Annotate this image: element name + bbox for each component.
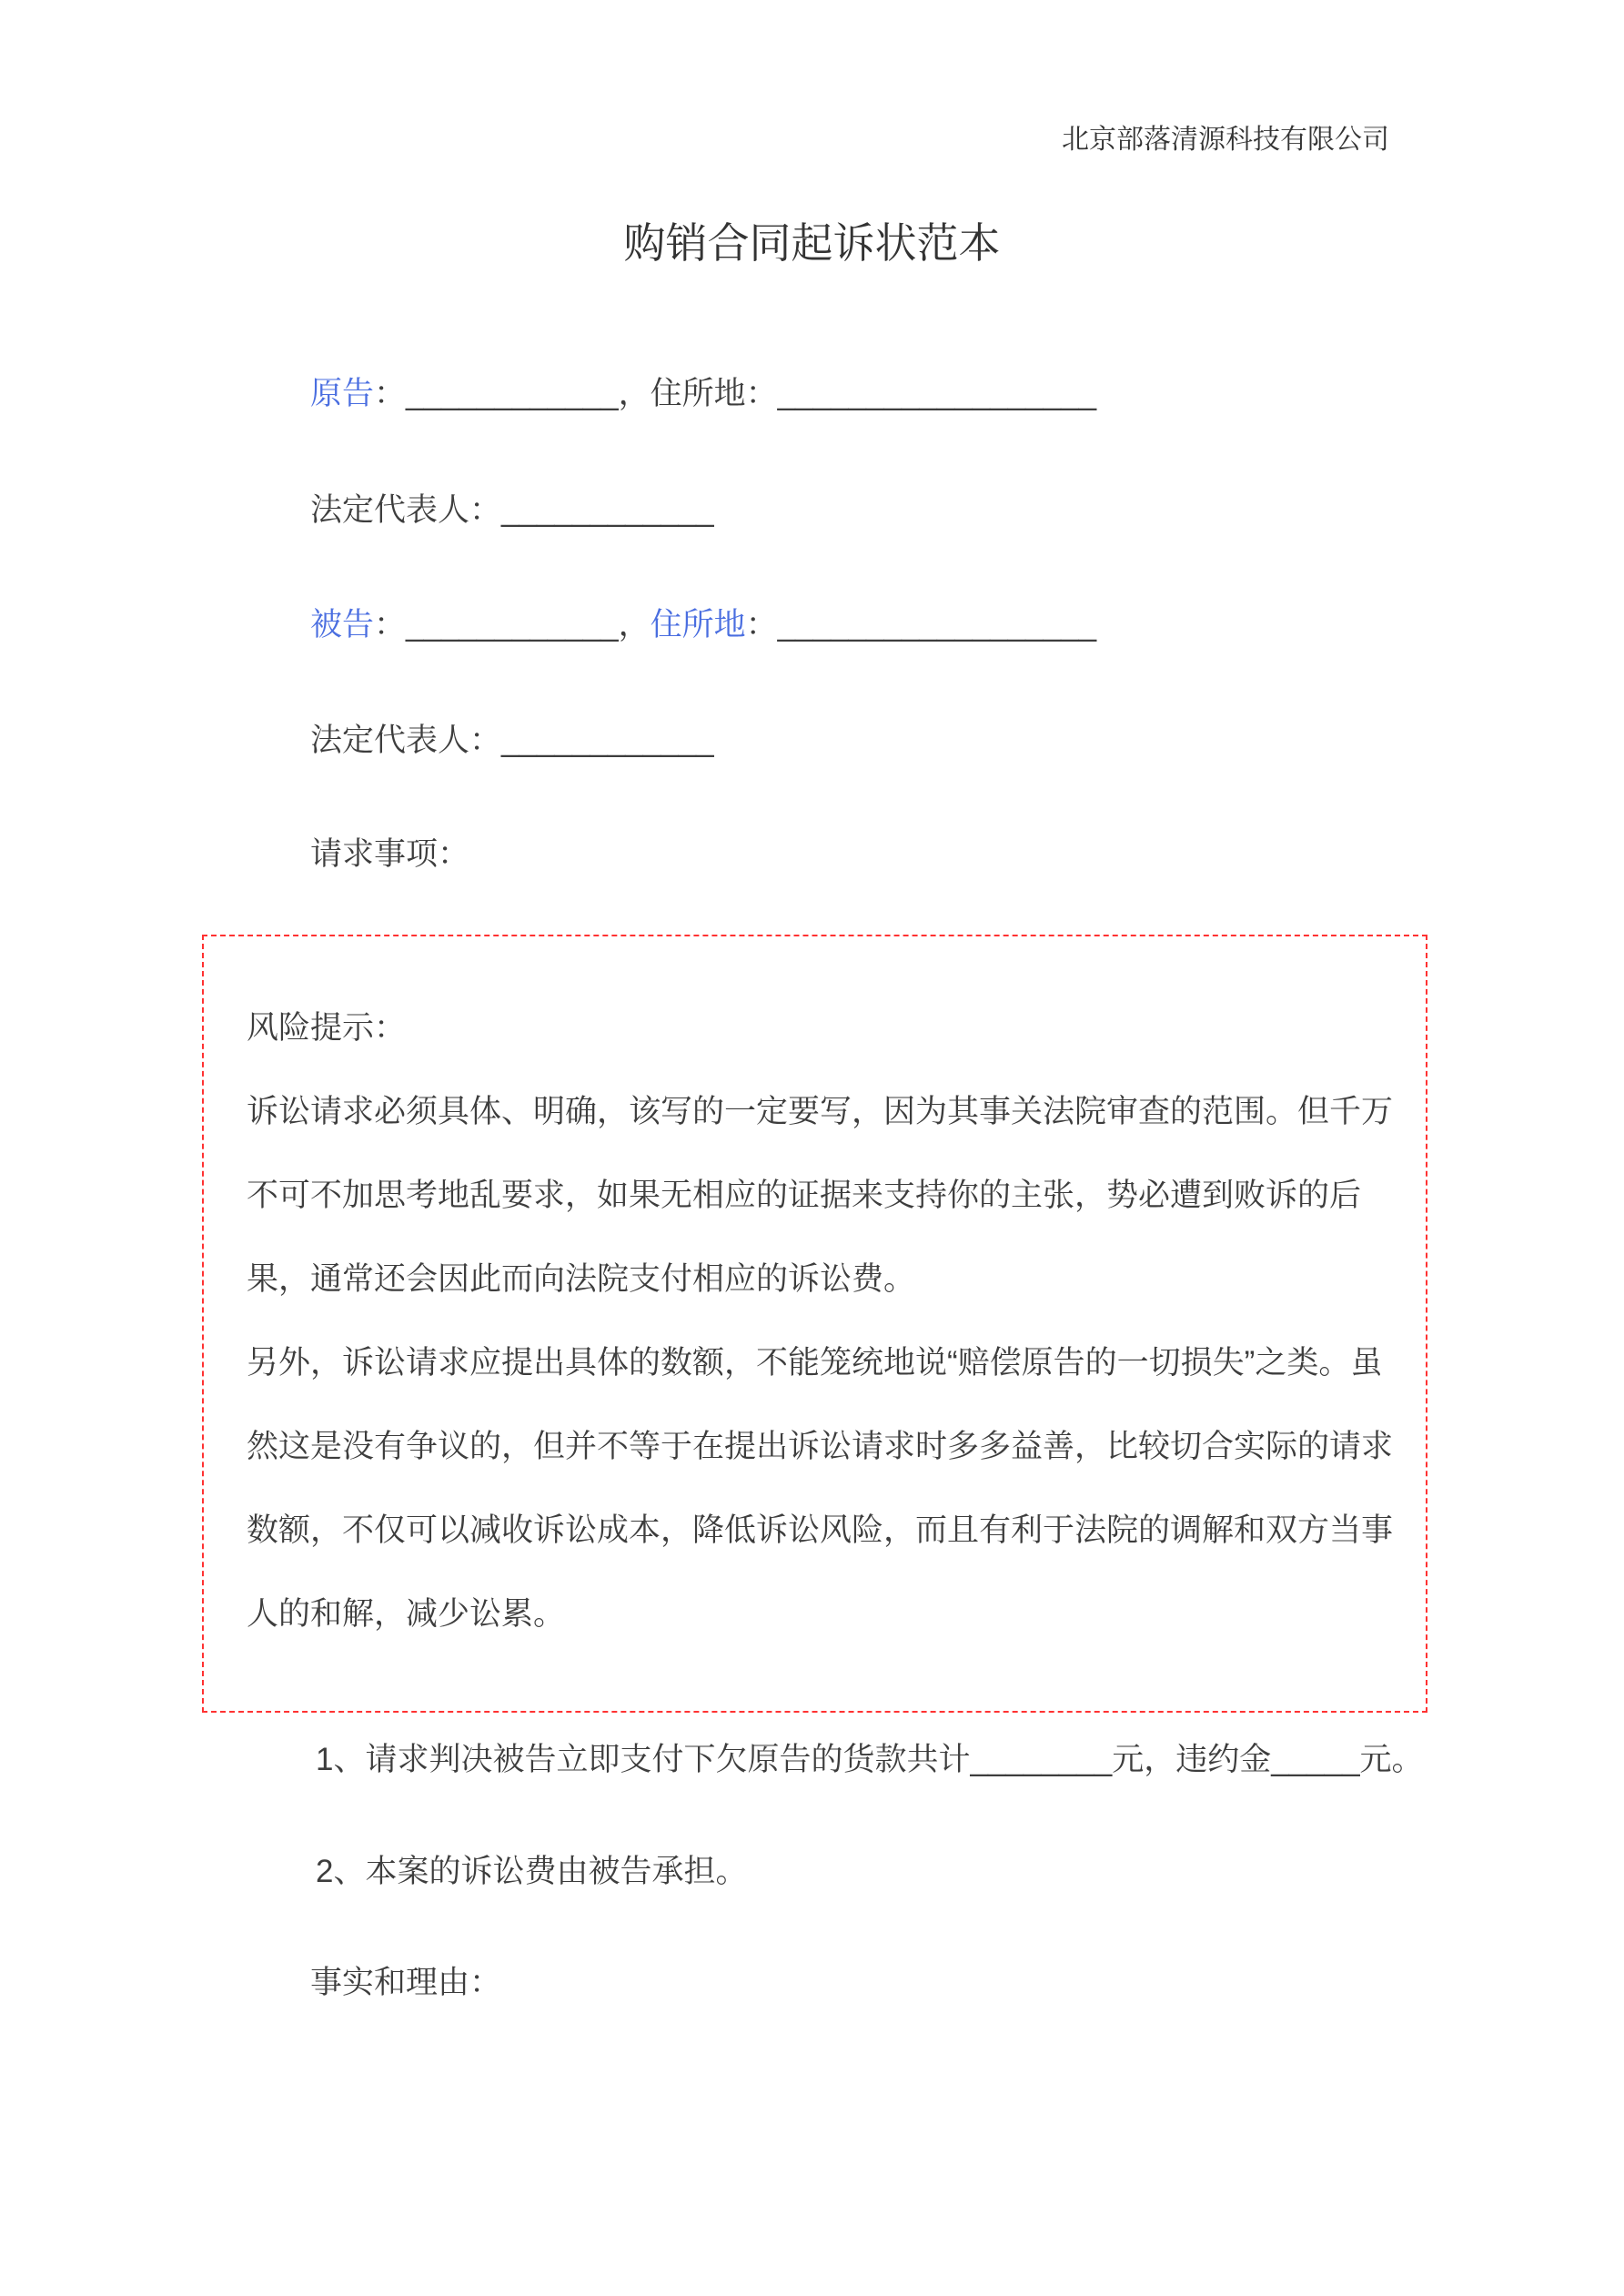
claim-item-2: 2、本案的诉讼费由被告承担。 [316, 1854, 748, 1889]
risk-notice-paragraph-2: 另外，诉讼请求应提出具体的数额，不能笼统地说“赔偿原告的一切损失”之类。虽然这是没有争议的，但并不等于在提出诉讼请求时多多益善，比较切合实际的请求数额，不仅可以减收诉讼成本，降低诉讼风险，而且有利于法院的调解和双方当事人的和解，减少讼累。 [247, 1345, 1394, 1632]
risk-notice-paragraph-1: 诉讼请求必须具体、明确，该写的一定要写，因为其事关法院审查的范围。但千万不可不加思考地乱要求，如果无相应的证据来支持你的主张，势必遭到败诉的后果，通常还会因此而向法院支付相应的诉讼费。 [247, 1094, 1394, 1297]
claim-amount-blank[interactable]: ________ [970, 1742, 1113, 1777]
plaintiff-address-blank[interactable]: __________________ [777, 376, 1097, 411]
plaintiff-representative-line [310, 488, 714, 532]
defendant-representative-blank[interactable]: ____________ [501, 723, 714, 758]
colon: ： [745, 376, 778, 411]
risk-notice-title: 风险提示： [247, 1010, 407, 1046]
colon: ： [374, 376, 407, 411]
defendant-name-blank[interactable]: ____________ [406, 607, 619, 642]
defendant-label: 被告 [310, 607, 375, 642]
claim-item-1-text: 1、请求判决被告立即支付下欠原告的货款共计 [316, 1742, 971, 1777]
document-title: 购销合同起诉状范本 [623, 219, 1001, 267]
claim-item-1 [316, 1737, 1424, 1782]
comma: ， [618, 607, 651, 642]
colon: ： [745, 607, 778, 642]
plaintiff-address-label: 住所地 [650, 376, 746, 411]
defendant-address-blank[interactable]: __________________ [777, 607, 1097, 642]
claims-heading: 请求事项： [310, 836, 470, 872]
defendant-representative-label: 法定代表人 [310, 723, 470, 758]
colon: ： [469, 723, 502, 758]
colon: ： [469, 492, 502, 528]
defendant-representative-line [310, 718, 714, 763]
plaintiff-label: 原告 [310, 376, 375, 411]
risk-notice-box [202, 935, 1427, 1713]
plaintiff-representative-label: 法定代表人 [310, 492, 470, 528]
plaintiff-name-blank[interactable]: ____________ [406, 376, 619, 411]
facts-heading: 事实和理由： [310, 1965, 502, 2000]
claim-penalty-blank[interactable]: _____ [1271, 1742, 1360, 1777]
plaintiff-line [310, 371, 1096, 416]
plaintiff-representative-blank[interactable]: ____________ [501, 492, 714, 528]
defendant-address-label: 住所地 [650, 607, 746, 642]
comma: ， [618, 376, 651, 411]
claim-item-1-suffix: 元。 [1359, 1742, 1424, 1777]
company-name: 北京部落清源科技有限公司 [1062, 125, 1389, 155]
claim-item-1-mid: 元，违约金 [1112, 1742, 1272, 1777]
colon: ： [374, 607, 407, 642]
defendant-line [310, 602, 1096, 647]
